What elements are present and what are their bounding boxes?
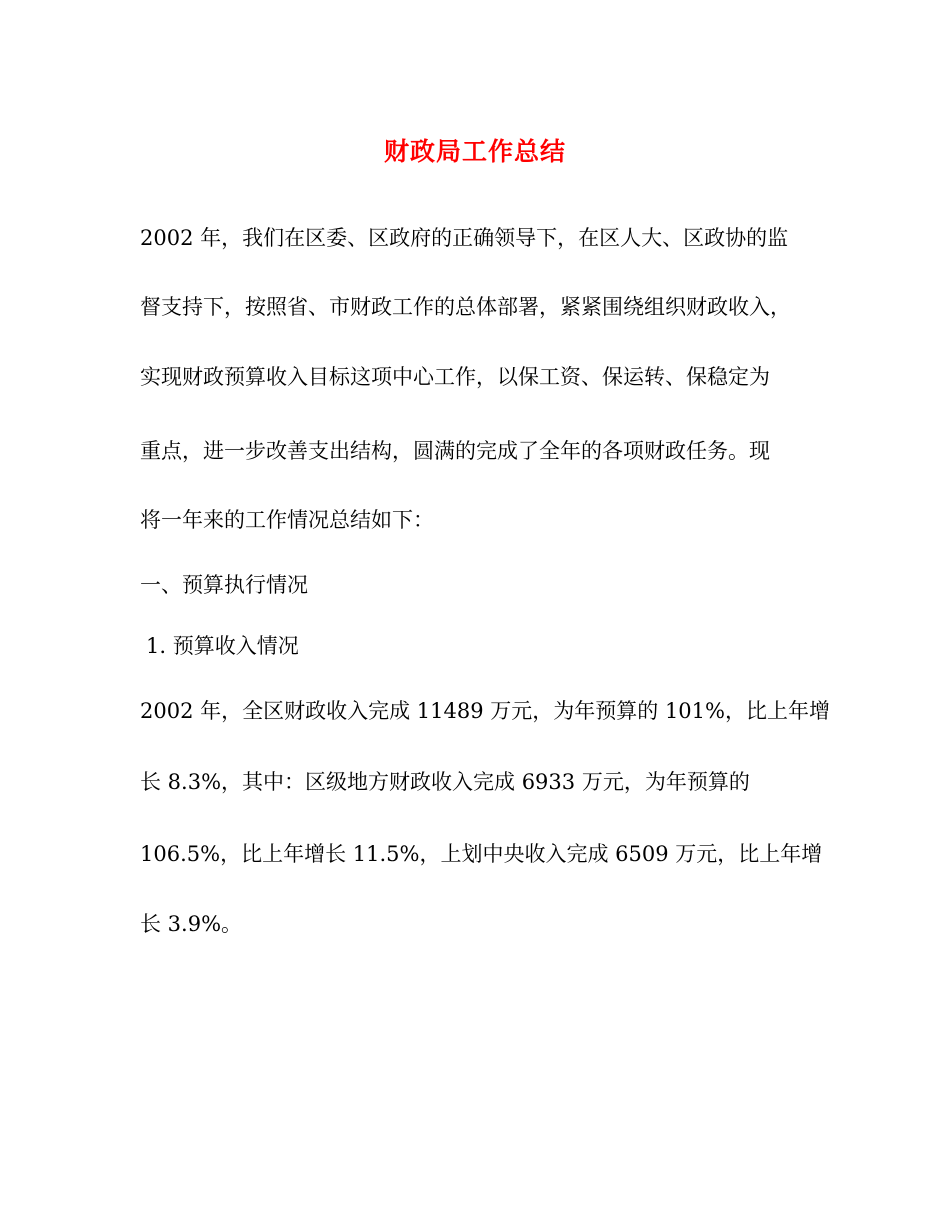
revenue-line-3: 106.5%，比上年增长 11.5%，上划中央收入完成 6509 万元，比上年增 [140,842,823,866]
document-title: 财政局工作总结 [383,137,566,166]
intro-line-4: 重点，进一步改善支出结构，圆满的完成了全年的各项财政任务。现 [140,439,770,463]
section-heading-budget-execution: 一、预算执行情况 [140,573,308,597]
revenue-line-1: 2002 年，全区财政收入完成 11489 万元，为年预算的 101%，比上年增 [140,699,830,723]
revenue-line-2: 长 8.3%，其中：区级地方财政收入完成 6933 万元，为年预算的 [140,770,750,794]
intro-line-2: 督支持下，按照省、市财政工作的总体部署，紧紧围绕组织财政收入， [140,295,791,319]
intro-line-5: 将一年来的工作情况总结如下： [140,508,434,532]
subsection-heading-budget-revenue: 1. 预算收入情况 [146,634,299,658]
intro-line-3: 实现财政预算收入目标这项中心工作，以保工资、保运转、保稳定为 [140,365,770,389]
revenue-line-4: 长 3.9%。 [140,912,243,936]
intro-line-1: 2002 年，我们在区委、区政府的正确领导下，在区人大、区政协的监 [140,226,789,250]
